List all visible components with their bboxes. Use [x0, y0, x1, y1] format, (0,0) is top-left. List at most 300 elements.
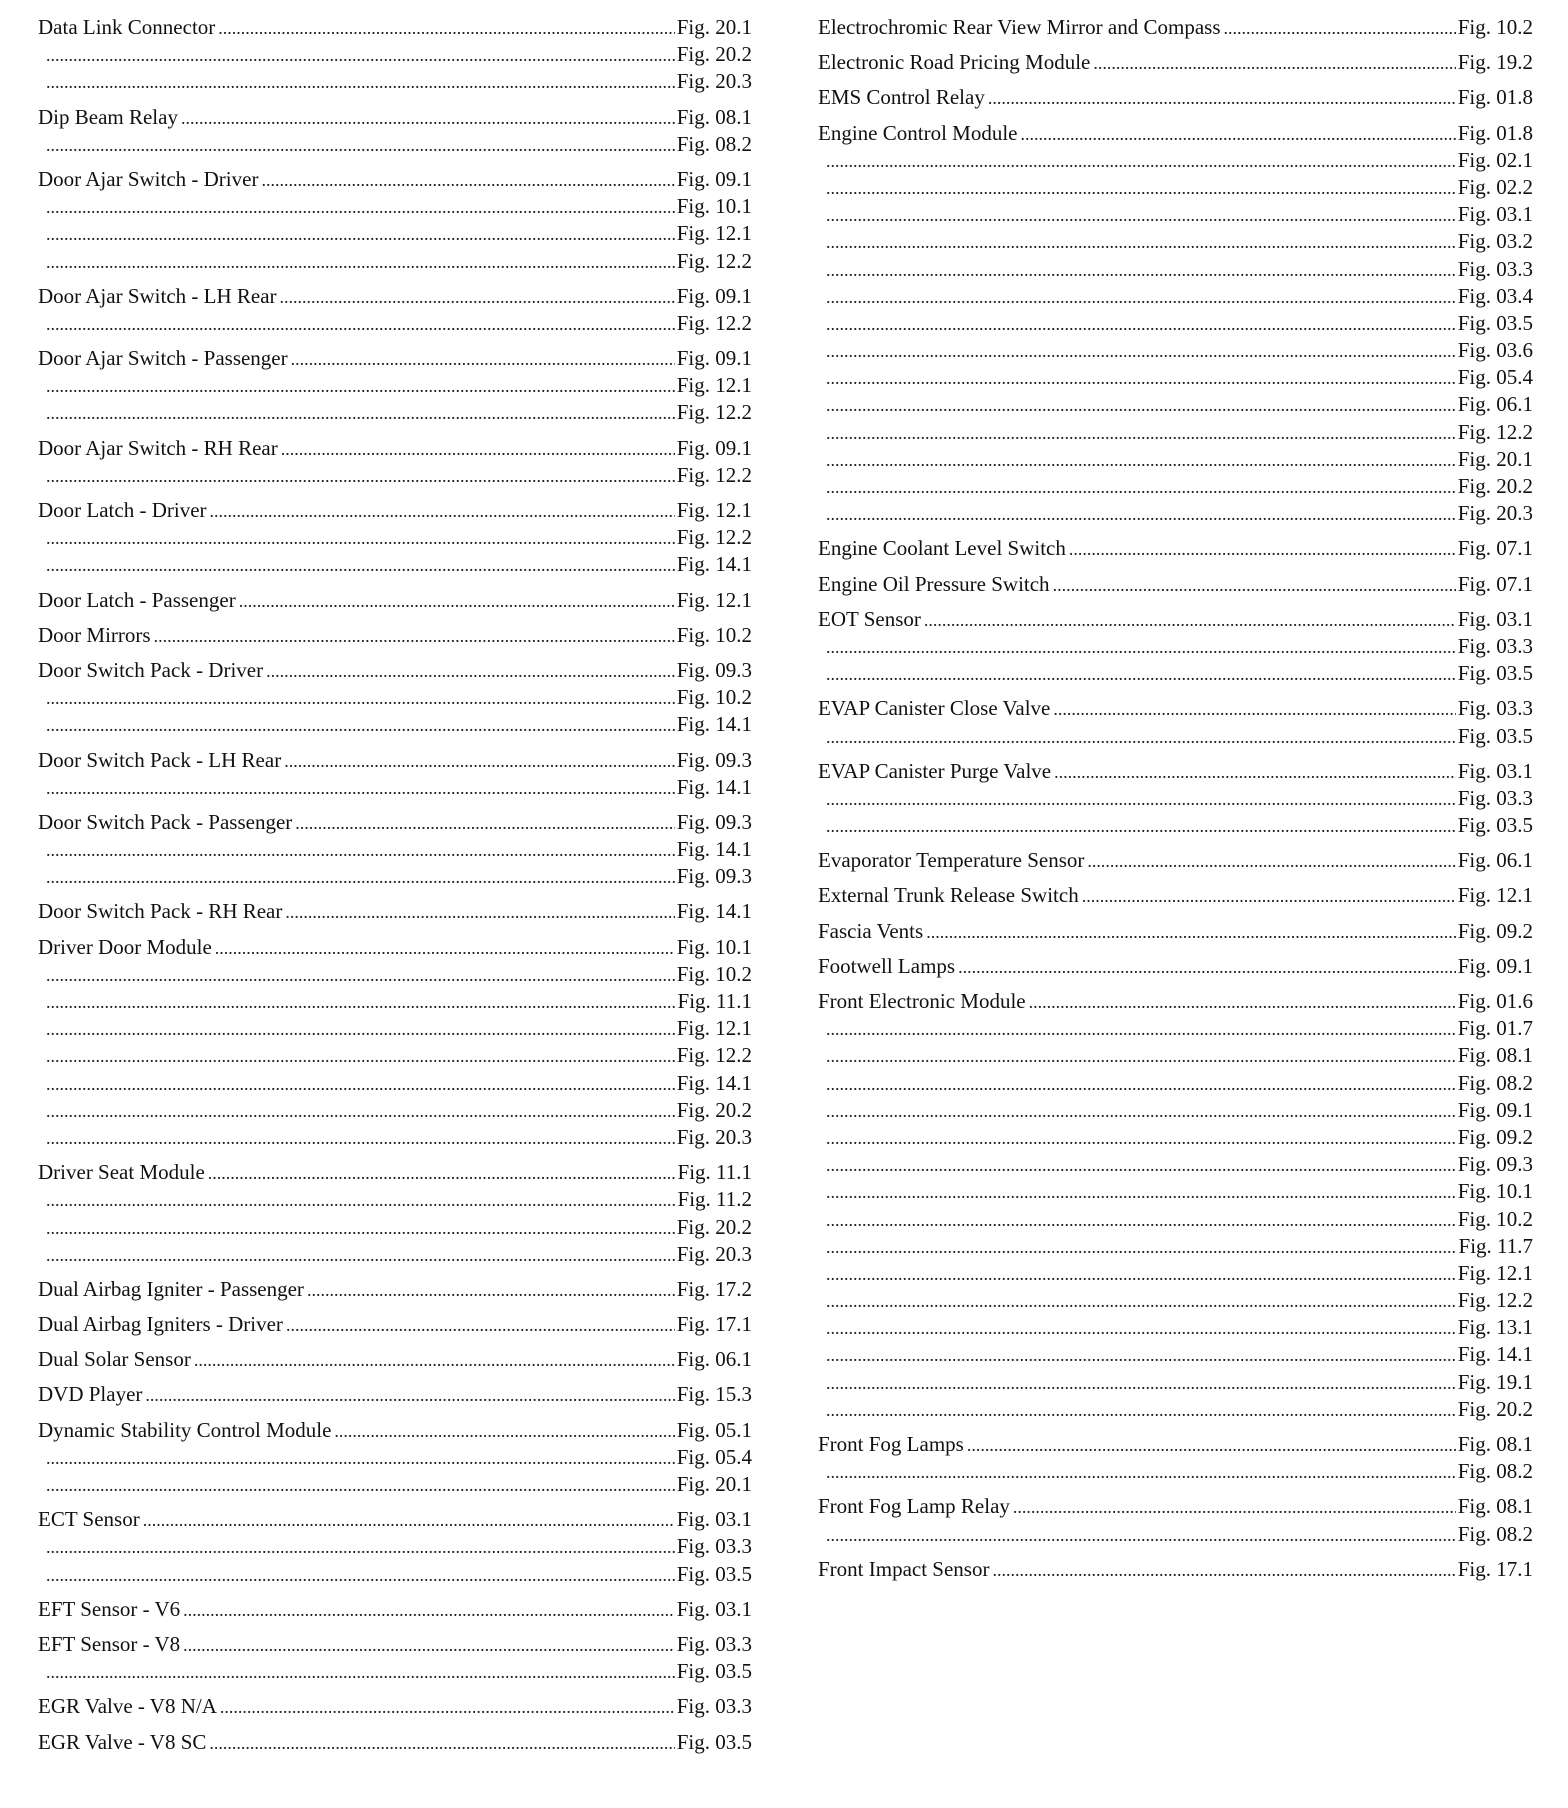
component-name: Footwell Lamps — [818, 953, 956, 978]
index-continuation-line — [818, 660, 1533, 687]
index-continuation-line — [818, 500, 1533, 527]
figure-reference: Fig. 10.2 — [676, 622, 752, 647]
index-entry — [38, 1693, 752, 1720]
dot-leader — [46, 1043, 675, 1069]
figure-reference: Fig. 03.3 — [676, 1694, 752, 1719]
index-entry — [38, 1346, 752, 1373]
figure-reference: Fig. 12.1 — [1457, 883, 1533, 908]
index-continuation-line — [38, 1444, 752, 1471]
dot-leader — [826, 1342, 1456, 1368]
index-continuation-line — [38, 711, 752, 738]
dot-leader — [1053, 696, 1455, 722]
component-name: Dual Airbag Igniters - Driver — [38, 1312, 283, 1337]
index-continuation-line — [818, 785, 1533, 812]
dot-leader — [826, 392, 1456, 418]
figure-reference: Fig. 10.2 — [676, 961, 752, 986]
figure-reference: Fig. 08.1 — [676, 104, 752, 129]
figure-reference: Fig. 02.2 — [1457, 174, 1533, 199]
dot-leader — [46, 1445, 675, 1471]
dot-leader — [826, 786, 1456, 812]
index-entry — [38, 14, 752, 96]
figure-reference: Fig. 10.2 — [1457, 15, 1533, 39]
dot-leader — [307, 1277, 675, 1303]
figure-reference: Fig. 09.1 — [1457, 953, 1533, 978]
component-name: Driver Seat Module — [38, 1160, 205, 1185]
figure-reference: Fig. 20.1 — [676, 1472, 752, 1496]
index-entry-line — [818, 49, 1533, 76]
dot-leader — [826, 1179, 1456, 1205]
figure-reference: Fig. 03.2 — [1457, 229, 1533, 254]
index-continuation-line — [38, 399, 752, 426]
index-entry — [38, 1311, 752, 1338]
figure-reference: Fig. 20.1 — [676, 15, 752, 39]
component-name: DVD Player — [38, 1382, 143, 1407]
index-continuation-line — [38, 248, 752, 275]
dot-leader — [46, 373, 675, 399]
index-continuation-line — [818, 283, 1533, 310]
figure-reference: Fig. 08.1 — [1457, 1432, 1533, 1456]
figure-reference: Fig. 14.1 — [676, 899, 752, 924]
component-name: Fascia Vents — [818, 918, 924, 943]
index-entry — [818, 847, 1533, 874]
index-entry — [38, 1276, 752, 1303]
figure-reference: Fig. 09.1 — [676, 166, 752, 191]
dot-leader — [46, 864, 675, 890]
dot-leader — [46, 1659, 675, 1685]
dot-leader — [1053, 572, 1456, 598]
figure-reference: Fig. 03.5 — [1457, 661, 1533, 686]
index-continuation-line — [818, 391, 1533, 418]
figure-reference: Fig. 01.8 — [1457, 85, 1533, 110]
index-entry-line — [38, 1159, 752, 1186]
figure-reference: Fig. 03.3 — [1457, 256, 1533, 281]
index-entry — [38, 1631, 752, 1685]
dot-leader — [826, 1288, 1456, 1314]
index-continuation-line — [818, 1178, 1533, 1205]
figure-reference: Fig. 03.3 — [1457, 696, 1533, 721]
index-continuation-line — [38, 1214, 752, 1241]
dot-leader — [924, 607, 1456, 633]
index-entry — [818, 918, 1533, 945]
figure-reference: Fig. 01.6 — [1457, 989, 1533, 1013]
figure-reference: Fig. 12.2 — [676, 400, 752, 425]
figure-reference: Fig. 14.1 — [676, 1070, 752, 1095]
figure-reference: Fig. 03.1 — [1457, 202, 1533, 227]
figure-reference: Fig. 11.7 — [1458, 1233, 1533, 1258]
index-entry-line — [38, 435, 752, 462]
index-entry — [818, 1431, 1533, 1485]
dot-leader — [967, 1432, 1456, 1458]
figure-reference: Fig. 10.2 — [1457, 1206, 1533, 1231]
dot-leader — [46, 1562, 675, 1588]
figure-reference: Fig. 14.1 — [676, 774, 752, 799]
dot-leader — [285, 899, 674, 925]
dot-leader — [46, 775, 675, 801]
figure-reference: Fig. 12.2 — [676, 525, 752, 550]
component-name: Dual Solar Sensor — [38, 1347, 191, 1372]
figure-reference: Fig. 07.1 — [1457, 536, 1533, 561]
index-entry-line — [38, 283, 752, 310]
index-continuation-line — [818, 1151, 1533, 1178]
index-entry — [38, 622, 752, 649]
dot-leader — [826, 257, 1456, 283]
index-entry-line — [818, 571, 1533, 598]
dot-leader — [280, 284, 675, 310]
figure-reference: Fig. 03.5 — [676, 1729, 752, 1754]
dot-leader — [826, 1370, 1456, 1396]
index-entry-line — [818, 758, 1533, 785]
index-entry-line — [38, 1693, 752, 1720]
index-continuation-line — [38, 41, 752, 68]
index-continuation-line — [38, 131, 752, 158]
index-entry — [38, 345, 752, 427]
dot-leader — [46, 249, 675, 275]
figure-reference: Fig. 10.2 — [676, 685, 752, 710]
index-continuation-line — [38, 68, 752, 95]
index-continuation-line — [38, 310, 752, 337]
dot-leader — [826, 1152, 1456, 1178]
index-entry-line — [38, 587, 752, 614]
index-continuation-line — [38, 988, 752, 1015]
index-continuation-line — [38, 551, 752, 578]
figure-reference: Fig. 12.1 — [676, 498, 752, 522]
index-entry — [818, 535, 1533, 562]
figure-reference: Fig. 03.3 — [676, 1534, 752, 1559]
dot-leader — [1069, 536, 1456, 562]
index-continuation-line — [818, 1341, 1533, 1368]
dot-leader — [208, 1160, 676, 1186]
index-continuation-line — [818, 1369, 1533, 1396]
figure-reference: Fig. 01.8 — [1457, 120, 1533, 145]
component-name: Door Latch - Passenger — [38, 587, 236, 612]
dot-leader — [46, 552, 675, 578]
index-entry — [818, 606, 1533, 688]
figure-reference: Fig. 11.2 — [677, 1187, 752, 1212]
figure-reference: Fig. 12.2 — [1457, 419, 1533, 444]
index-continuation-line — [38, 1471, 752, 1498]
figure-reference: Fig. 09.1 — [676, 435, 752, 460]
figure-reference: Fig. 06.1 — [1457, 848, 1533, 873]
index-column-left — [38, 14, 752, 1764]
index-entry-line — [38, 345, 752, 372]
index-entry-line — [38, 104, 752, 131]
figure-reference: Fig. 09.1 — [676, 283, 752, 308]
dot-leader — [266, 658, 675, 684]
figure-reference: Fig. 17.1 — [1457, 1556, 1533, 1581]
dot-leader — [1013, 1494, 1456, 1520]
figure-reference: Fig. 17.1 — [676, 1312, 752, 1337]
component-name: Dip Beam Relay — [38, 104, 178, 129]
component-name: Door Switch Pack - RH Rear — [38, 899, 283, 924]
index-entry — [38, 435, 752, 489]
figure-reference: Fig. 20.3 — [1457, 501, 1533, 526]
index-continuation-line — [818, 1206, 1533, 1233]
dot-leader — [46, 1125, 675, 1151]
index-entry — [38, 898, 752, 925]
figure-reference: Fig. 11.1 — [677, 1160, 752, 1185]
figure-reference: Fig. 12.2 — [1457, 1288, 1533, 1313]
index-entry — [38, 1417, 752, 1499]
index-entry-line — [38, 1417, 752, 1444]
dot-leader — [826, 284, 1456, 310]
index-continuation-line — [818, 1287, 1533, 1314]
index-entry-line — [818, 535, 1533, 562]
dot-leader — [291, 346, 675, 372]
figure-reference: Fig. 03.3 — [1457, 633, 1533, 658]
index-entry-line — [818, 1493, 1533, 1520]
dot-leader — [826, 447, 1456, 473]
dot-leader — [826, 634, 1456, 660]
index-entry-line — [38, 1729, 752, 1756]
figure-reference: Fig. 12.2 — [676, 1043, 752, 1068]
index-entry — [818, 1556, 1533, 1583]
index-entry-line — [38, 809, 752, 836]
index-continuation-line — [38, 524, 752, 551]
index-continuation-line — [38, 1015, 752, 1042]
index-continuation-line — [38, 1186, 752, 1213]
dot-leader — [46, 1534, 675, 1560]
component-name: Data Link Connector — [38, 15, 216, 39]
index-continuation-line — [38, 462, 752, 489]
figure-reference: Fig. 08.1 — [1457, 1043, 1533, 1068]
component-name: Door Mirrors — [38, 622, 151, 647]
index-continuation-line — [818, 1042, 1533, 1069]
dot-leader — [826, 1071, 1456, 1097]
component-name: EFT Sensor - V8 — [38, 1631, 181, 1656]
figure-reference: Fig. 10.1 — [1457, 1179, 1533, 1204]
index-entry — [818, 953, 1533, 980]
figure-reference: Fig. 02.1 — [1457, 147, 1533, 172]
index-continuation-line — [38, 1124, 752, 1151]
dot-leader — [826, 813, 1456, 839]
component-name: Engine Oil Pressure Switch — [818, 571, 1050, 596]
dot-leader — [239, 588, 675, 614]
index-entry-line — [38, 934, 752, 961]
index-continuation-line — [818, 1521, 1533, 1548]
component-name: Electrochromic Rear View Mirror and Compass — [818, 15, 1221, 39]
dot-leader — [826, 1234, 1457, 1260]
index-continuation-line — [38, 684, 752, 711]
figure-reference: Fig. 06.1 — [1457, 392, 1533, 417]
index-entry — [38, 1729, 752, 1756]
figure-reference: Fig. 12.1 — [676, 587, 752, 612]
figure-reference: Fig. 17.2 — [676, 1276, 752, 1301]
component-name: EVAP Canister Close Valve — [818, 696, 1051, 721]
index-continuation-line — [818, 337, 1533, 364]
index-entry-line — [38, 1311, 752, 1338]
figure-reference: Fig. 12.2 — [676, 248, 752, 273]
dot-leader — [1093, 50, 1455, 76]
index-continuation-line — [818, 1314, 1533, 1341]
figure-reference: Fig. 08.2 — [1457, 1521, 1533, 1546]
dot-leader — [958, 954, 1456, 980]
index-entry — [818, 14, 1533, 41]
dot-leader — [826, 724, 1456, 750]
component-name: Door Switch Pack - Driver — [38, 657, 264, 682]
index-continuation-line — [38, 1241, 752, 1268]
figure-reference: Fig. 08.1 — [1457, 1494, 1533, 1519]
figure-reference: Fig. 09.2 — [1457, 918, 1533, 943]
figure-reference: Fig. 20.1 — [1457, 446, 1533, 471]
index-entry — [38, 1506, 752, 1588]
dot-leader — [145, 1382, 674, 1408]
component-name: EGR Valve - V8 N/A — [38, 1694, 217, 1719]
index-continuation-line — [818, 633, 1533, 660]
figure-reference: Fig. 12.1 — [676, 373, 752, 398]
figure-reference: Fig. 20.2 — [1457, 474, 1533, 498]
dot-leader — [826, 1397, 1456, 1423]
dot-leader — [295, 810, 674, 836]
dot-leader — [826, 1098, 1456, 1124]
index-continuation-line — [818, 201, 1533, 228]
component-name: Evaporator Temperature Sensor — [818, 848, 1085, 873]
index-continuation-line — [818, 1097, 1533, 1124]
figure-reference: Fig. 12.2 — [676, 462, 752, 487]
index-continuation-line — [38, 1533, 752, 1560]
index-entry-line — [38, 1506, 752, 1533]
dot-leader — [281, 436, 675, 462]
index-entry-line — [818, 918, 1533, 945]
component-name: Door Ajar Switch - RH Rear — [38, 435, 278, 460]
component-name: EMS Control Relay — [818, 85, 985, 110]
index-continuation-line — [818, 446, 1533, 473]
dot-leader — [826, 1016, 1456, 1042]
component-name: Electronic Road Pricing Module — [818, 50, 1091, 75]
dot-leader — [926, 919, 1456, 945]
component-name: Driver Door Module — [38, 934, 212, 959]
index-entry-line — [38, 898, 752, 925]
index-entry — [38, 747, 752, 801]
figure-reference: Fig. 09.3 — [676, 747, 752, 772]
index-entry — [38, 166, 752, 275]
index-continuation-line — [818, 174, 1533, 201]
figure-reference: Fig. 05.1 — [676, 1417, 752, 1442]
figure-reference: Fig. 08.2 — [1457, 1070, 1533, 1095]
component-name: Door Switch Pack - Passenger — [38, 809, 293, 834]
figure-reference: Fig. 12.1 — [676, 221, 752, 246]
index-entry — [818, 84, 1533, 111]
dot-leader — [220, 1694, 675, 1720]
figure-reference: Fig. 05.4 — [676, 1444, 752, 1469]
component-name: Door Ajar Switch - LH Rear — [38, 283, 277, 308]
index-entry-line — [818, 14, 1533, 41]
figure-reference: Fig. 09.3 — [1457, 1152, 1533, 1177]
index-continuation-line — [818, 723, 1533, 750]
dot-leader — [46, 42, 675, 68]
figure-reference: Fig. 12.2 — [676, 310, 752, 335]
index-entry-line — [38, 622, 752, 649]
dot-leader — [826, 1207, 1456, 1233]
dot-leader — [46, 463, 675, 489]
index-continuation-line — [38, 1097, 752, 1124]
index-entry-line — [38, 1346, 752, 1373]
index-entry — [818, 120, 1533, 528]
dot-leader — [826, 1043, 1456, 1069]
index-entry-line — [38, 1631, 752, 1658]
dot-leader — [826, 338, 1456, 364]
figure-reference: Fig. 03.5 — [1457, 813, 1533, 838]
figure-reference: Fig. 03.6 — [1457, 338, 1533, 363]
figure-reference: Fig. 13.1 — [1457, 1315, 1533, 1340]
index-entry — [818, 571, 1533, 598]
index-continuation-line — [38, 863, 752, 890]
dot-leader — [46, 69, 675, 95]
index-entry — [818, 988, 1533, 1423]
dot-leader — [826, 661, 1456, 687]
index-continuation-line — [818, 1124, 1533, 1151]
figure-reference: Fig. 19.1 — [1457, 1369, 1533, 1394]
dot-leader — [46, 962, 675, 988]
dot-leader — [826, 175, 1456, 201]
index-continuation-line — [38, 220, 752, 247]
component-name: External Trunk Release Switch — [818, 883, 1079, 908]
figure-reference: Fig. 20.2 — [676, 42, 752, 67]
dot-leader — [826, 229, 1456, 255]
index-entry-line — [38, 1596, 752, 1623]
index-entry-line — [38, 497, 752, 524]
dot-leader — [181, 105, 675, 131]
index-entry — [38, 1596, 752, 1623]
dot-leader — [46, 1016, 675, 1042]
component-name: Front Fog Lamp Relay — [818, 1494, 1010, 1519]
figure-reference: Fig. 09.3 — [676, 657, 752, 682]
figure-reference: Fig. 20.2 — [1457, 1396, 1533, 1421]
component-name: ECT Sensor — [38, 1507, 140, 1532]
figure-reference: Fig. 03.3 — [676, 1631, 752, 1656]
component-name: Door Ajar Switch - Passenger — [38, 346, 288, 371]
dot-leader — [46, 1071, 675, 1097]
index-entry — [38, 283, 752, 337]
figure-reference: Fig. 14.1 — [676, 837, 752, 862]
index-column-right — [818, 14, 1533, 1591]
index-continuation-line — [818, 1233, 1533, 1260]
index-continuation-line — [38, 372, 752, 399]
dot-leader — [286, 1312, 675, 1338]
dot-leader — [46, 221, 675, 247]
index-continuation-line — [38, 836, 752, 863]
index-entry-line — [818, 120, 1533, 147]
index-continuation-line — [818, 1015, 1533, 1042]
index-continuation-line — [38, 1658, 752, 1685]
index-continuation-line — [818, 1070, 1533, 1097]
figure-reference: Fig. 10.1 — [676, 194, 752, 219]
figure-reference: Fig. 20.2 — [676, 1097, 752, 1122]
dot-leader — [46, 1242, 675, 1268]
dot-leader — [46, 525, 675, 551]
figure-reference: Fig. 03.1 — [1457, 606, 1533, 631]
dot-leader — [826, 1315, 1456, 1341]
index-continuation-line — [818, 147, 1533, 174]
index-continuation-line — [38, 1070, 752, 1097]
index-entry — [38, 657, 752, 739]
dot-leader — [46, 132, 675, 158]
component-name: Engine Coolant Level Switch — [818, 536, 1066, 561]
figure-reference: Fig. 12.1 — [676, 1016, 752, 1041]
dot-leader — [261, 167, 674, 193]
dot-leader — [826, 1522, 1456, 1548]
index-continuation-line — [818, 812, 1533, 839]
index-continuation-line — [818, 473, 1533, 500]
dot-leader — [1029, 989, 1456, 1015]
component-name: Dual Airbag Igniter - Passenger — [38, 1276, 304, 1301]
figure-reference: Fig. 09.3 — [676, 864, 752, 889]
index-entry — [818, 882, 1533, 909]
dot-leader — [46, 712, 675, 738]
dot-leader — [1020, 121, 1455, 147]
dot-leader — [1054, 759, 1456, 785]
figure-reference: Fig. 12.1 — [1457, 1260, 1533, 1285]
figure-reference: Fig. 03.5 — [676, 1659, 752, 1684]
